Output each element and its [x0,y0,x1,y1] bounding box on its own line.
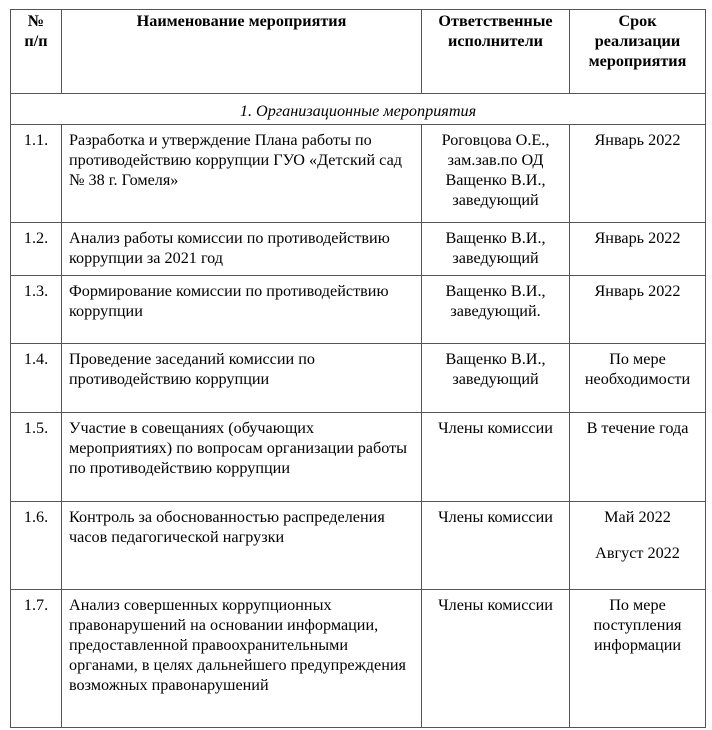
deadline-line: необходимости [584,370,691,388]
row-responsible [422,590,570,728]
table-header-row [11,10,706,94]
table-row [11,502,706,590]
row-activity-name: Контроль за обоснованностью распределения часов педагогической нагрузки [62,502,422,590]
table-row [11,590,706,728]
table-row [11,276,706,344]
row-number: 1.7. [11,590,62,728]
section-row [11,94,706,125]
row-responsible [422,502,570,590]
responsible-line: заведующий. [450,302,541,320]
row-responsible [422,413,570,502]
header-num-line-2: п/п [24,32,48,50]
section-title: 1. Организационные мероприятия [11,94,706,125]
row-number: 1.5. [11,413,62,502]
deadline-gap [570,527,705,543]
row-deadline [570,502,706,590]
row-deadline [570,344,706,413]
row-activity-name: Формирование комиссии по противодействию коррупции [62,276,422,344]
deadline-line: Январь 2022 [594,229,681,247]
row-number: 1.1. [11,125,62,223]
header-date [570,10,706,94]
responsible-line: Члены комиссии [438,508,553,526]
header-resp-line-1: Ответственные [438,12,553,30]
header-date-line-1: Срок [618,12,657,30]
header-resp [422,10,570,94]
table-row [11,223,706,276]
row-responsible [422,344,570,413]
responsible-line: Члены комиссии [438,419,553,437]
row-number: 1.3. [11,276,62,344]
deadline-line: информации [593,636,682,654]
deadline-line: Январь 2022 [594,282,681,300]
deadline-line: поступления [593,616,682,634]
responsible-line: заведующий [452,191,539,209]
deadline-line: Май 2022 [604,508,671,526]
row-activity-name: Разработка и утверждение Плана работы по противодействию коррупции ГУО «Детский сад № 38 г. Гомеля» [62,125,422,223]
row-deadline [570,125,706,223]
responsible-line: Ващенко В.И., [445,350,546,368]
row-deadline [570,413,706,502]
header-name [62,10,422,94]
row-activity-name: Анализ работы комиссии по противодействию коррупции за 2021 год [62,223,422,276]
responsible-line: заведующий [452,249,539,267]
responsible-line: Ващенко В.И., [445,282,546,300]
row-activity-name: Проведение заседаний комиссии по противодействию коррупции [62,344,422,413]
responsible-line: зам.зав.по ОД [447,151,544,169]
row-activity-name: Анализ совершенных коррупционных правонарушений на основании информации, предоставленной правоохранительными органами, в целях дальнейшего предупреждения возможных правонарушений [62,590,422,728]
row-number: 1.4. [11,344,62,413]
deadline-line: Август 2022 [595,544,680,562]
row-deadline [570,590,706,728]
responsible-line: Ващенко В.И., [445,171,546,189]
deadline-line: По мере [609,350,666,368]
table-row [11,413,706,502]
header-resp-line-2: исполнители [448,32,543,50]
table-body [11,125,706,728]
row-deadline [570,223,706,276]
header-date-line-3: мероприятия [588,52,687,70]
table-row [11,344,706,413]
row-responsible [422,125,570,223]
header-name-text: Наименование мероприятия [136,12,347,30]
activities-table [10,9,706,728]
responsible-line: заведующий [452,370,539,388]
header-date-line-2: реализации [594,32,681,50]
responsible-line: Члены комиссии [438,596,553,614]
responsible-line: Роговцова О.Е., [441,131,550,149]
deadline-line: По мере [609,596,666,614]
row-deadline [570,276,706,344]
row-activity-name: Участие в совещаниях (обучающих мероприятиях) по вопросам организации работы по противодействию коррупции [62,413,422,502]
table-row [11,125,706,223]
deadline-line: Январь 2022 [594,131,681,149]
header-num [11,10,62,94]
row-responsible [422,223,570,276]
header-num-line-1: № [27,12,45,30]
row-number: 1.6. [11,502,62,590]
row-number: 1.2. [11,223,62,276]
deadline-line: В течение года [586,419,689,437]
row-responsible [422,276,570,344]
responsible-line: Ващенко В.И., [445,229,546,247]
